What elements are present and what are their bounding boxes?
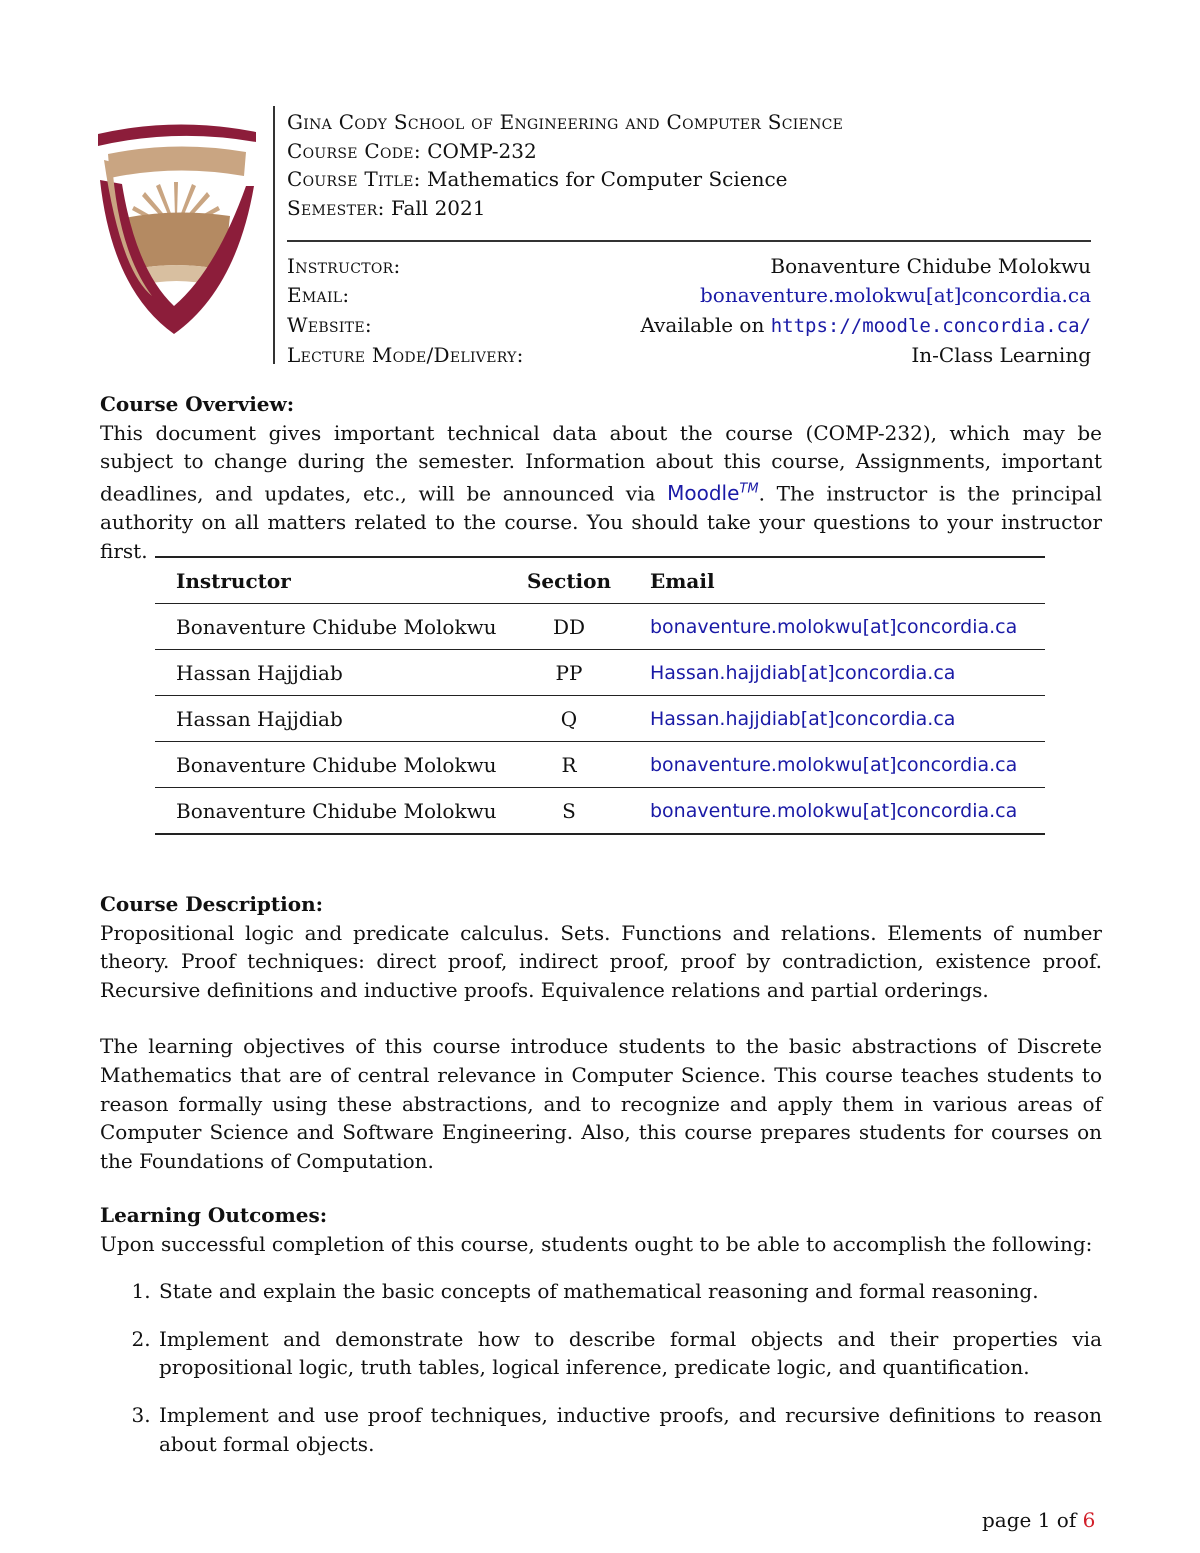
cell-instructor: Bonaventure Chidube Molokwu <box>176 614 497 639</box>
course-title-line <box>287 165 1091 194</box>
lecture-mode: In-Class Learning <box>911 343 1091 367</box>
course-overview-section <box>100 390 1102 565</box>
cell-email-link[interactable]: bonaventure.molokwu[at]concordia.ca <box>650 615 1018 638</box>
table-row <box>155 650 1045 696</box>
cell-section: S <box>562 798 576 823</box>
lecture-mode-label: Lecture Mode/Delivery: <box>287 343 524 367</box>
cell-email-link[interactable]: bonaventure.molokwu[at]concordia.ca <box>650 753 1018 776</box>
semester-label: Semester: <box>287 195 385 220</box>
trademark-sup: TM <box>739 481 759 497</box>
instructor-table <box>155 556 1045 835</box>
course-description-text: Propositional logic and predicate calculus. Sets. Functions and relations. Elements of number theory. Proof techniques: direct proof, indirect proof, proof by contradiction, existence proof. Recursive definitions and inductive proofs. Equivalence relations and partial orderings. <box>100 920 1102 1002</box>
overview-text-part-1: This document gives important technical data about the course (COMP-232), which may be subject to change during the semester. Information about this course, Assignments, important deadlines, and updates, etc., will be announced via <box>100 420 1102 506</box>
column-header-email: Email <box>650 568 715 593</box>
website-label: Website: <box>287 312 372 337</box>
course-description-section <box>100 890 1102 1175</box>
course-code-line <box>287 137 1091 166</box>
cell-section: DD <box>552 614 586 639</box>
course-overview-heading: Course Overview: <box>100 392 295 416</box>
list-item: 2. Implement and demonstrate how to describe formal objects and their properties via propositional logic, truth tables, logical inference, predicate logic, and quantification. <box>157 1325 1102 1382</box>
table-row <box>155 788 1045 835</box>
instructor-row <box>287 252 1091 282</box>
cell-instructor: Bonaventure Chidube Molokwu <box>176 752 497 777</box>
course-header <box>287 108 1091 371</box>
email-row <box>287 281 1091 311</box>
cell-email-link[interactable]: Hassan.hajjdiab[at]concordia.ca <box>650 707 956 730</box>
course-title: Mathematics for Computer Science <box>427 167 788 191</box>
page-number <box>982 1508 1095 1532</box>
learning-objectives-text: The learning objectives of this course introduce students to the basic abstractions of Discrete Mathematics that are of central relevance in Computer Science. This course teaches students to reason formally using these abstractions, and to recognize and apply them in various areas of Computer Science and Software Engineering. Also, this course prepares students for courses on the Foundations of Computation. <box>100 1034 1102 1173</box>
semester: Fall 2021 <box>390 195 486 220</box>
instructor-label: Instructor: <box>287 253 401 278</box>
instructor-name: Bonaventure Chidube Molokwu <box>770 253 1091 278</box>
table-row <box>155 696 1045 742</box>
instructor-email-link[interactable]: bonaventure.molokwu[at]concordia.ca <box>700 283 1091 307</box>
table-row <box>155 604 1045 650</box>
concordia-shield-logo-icon <box>96 120 256 340</box>
cell-section: R <box>561 752 577 777</box>
learning-outcomes-intro: Upon successful completion of this course, students ought to be able to accomplish the following: <box>100 1231 1093 1256</box>
moodle-link-label: Moodle <box>667 481 740 506</box>
course-overview-text <box>100 419 1102 566</box>
column-header-section: Section <box>526 568 612 593</box>
course-title-label: Course Title: <box>287 167 421 191</box>
cell-section: PP <box>555 660 583 685</box>
cell-section: Q <box>560 706 578 731</box>
learning-outcomes-list <box>100 1277 1102 1458</box>
table-row <box>155 742 1045 788</box>
email-label: Email: <box>287 283 350 307</box>
moodle-url-link[interactable]: https://moodle.concordia.ca/ <box>770 314 1091 337</box>
header-horizontal-rule <box>287 240 1091 242</box>
list-item: 3. Implement and use proof techniques, inductive proofs, and recursive definitions to reason about formal objects. <box>157 1401 1102 1458</box>
course-info <box>287 252 1091 371</box>
cell-instructor: Hassan Hajjdiab <box>176 706 343 731</box>
website-value <box>640 311 1091 342</box>
course-code: COMP-232 <box>427 138 537 163</box>
school-name: Gina Cody School of Engineering and Computer Science <box>287 110 844 134</box>
overview-text-part-2: . The instructor is the principal authority on all matters related to the course. You should take your questions to your instructor first. <box>100 481 1103 563</box>
cell-instructor: Bonaventure Chidube Molokwu <box>176 798 497 823</box>
page-number-prefix: page 1 of <box>982 1508 1077 1532</box>
cell-email-link[interactable]: Hassan.hajjdiab[at]concordia.ca <box>650 661 956 684</box>
course-code-label: Course Code: <box>287 138 421 163</box>
semester-line <box>287 194 1091 223</box>
total-pages: 6 <box>1082 1508 1096 1532</box>
website-row <box>287 311 1091 342</box>
list-item: 1. State and explain the basic concepts of mathematical reasoning and formal reasoning. <box>157 1277 1102 1306</box>
lecture-mode-row <box>287 341 1091 371</box>
table-header-row <box>155 557 1045 604</box>
cell-email-link[interactable]: bonaventure.molokwu[at]concordia.ca <box>650 799 1018 822</box>
moodle-link[interactable] <box>667 481 758 505</box>
learning-outcomes-heading: Learning Outcomes: <box>100 1203 328 1227</box>
column-header-instructor: Instructor <box>176 568 291 593</box>
learning-outcomes-section <box>100 1201 1102 1477</box>
course-description-heading: Course Description: <box>100 892 324 916</box>
website-prefix: Available on <box>640 312 765 337</box>
header-vertical-rule <box>273 106 275 364</box>
cell-instructor: Hassan Hajjdiab <box>176 660 343 685</box>
